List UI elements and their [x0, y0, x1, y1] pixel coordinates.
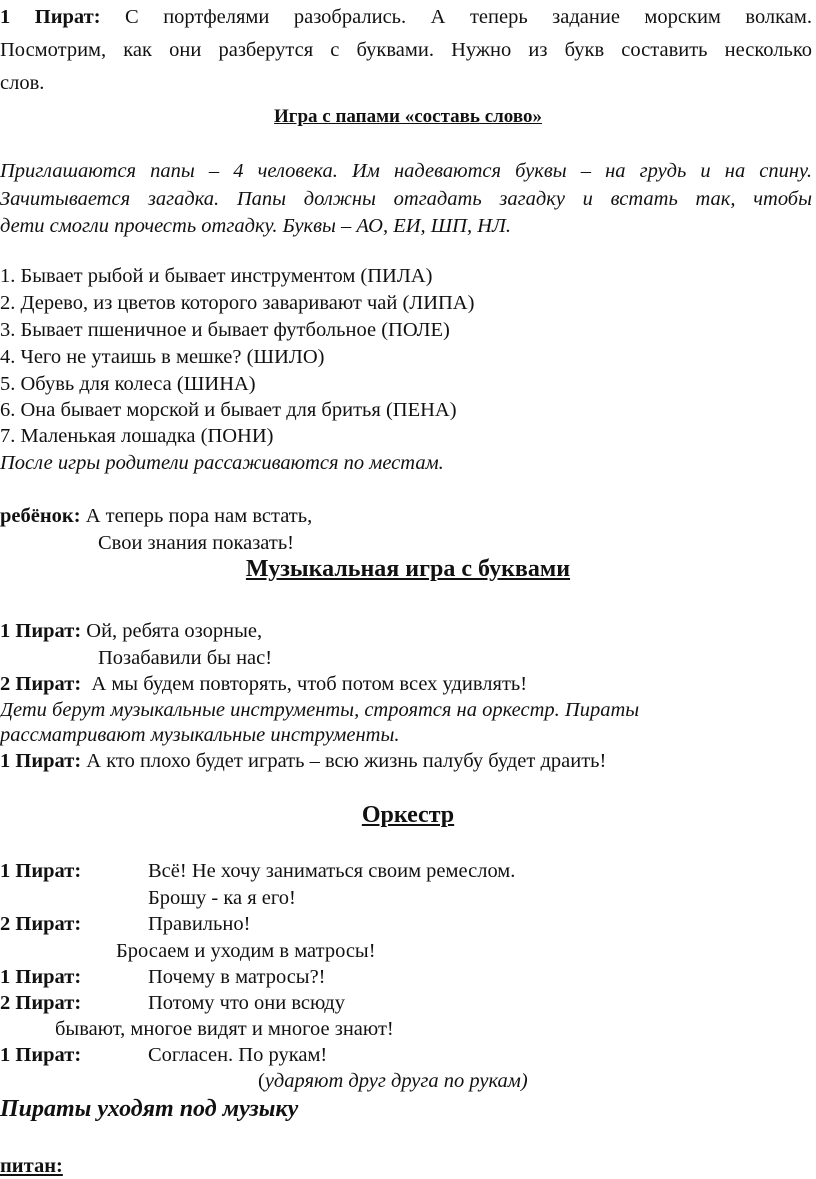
- game1-desc-2: Зачитывается загадка. Папы должны отгадать загадку и встать так, чтобы: [0, 188, 812, 210]
- speaker-label: 1 Пират:: [0, 750, 82, 772]
- child-line-1: [0, 503, 312, 529]
- game2-p1b-line: [0, 748, 606, 774]
- intro-line-2: Посмотрим, как они разберутся с буквами. Нужно из букв составить несколько: [0, 39, 812, 61]
- orch-exit: Пираты уходят под музыку: [0, 1096, 299, 1122]
- orchestra-title: Оркестр: [361, 802, 455, 828]
- orch-text-3: Правильно!: [148, 913, 251, 935]
- game2-stage-1: Дети берут музыкальные инструменты, строятся на оркестр. Пираты: [0, 699, 640, 721]
- orch-speaker-5: 1 Пират:: [0, 966, 82, 988]
- riddle-1: 1. Бывает рыбой и бывает инструментом (ПИЛА): [0, 265, 433, 287]
- stage-text: ударяют друг друга по рукам): [264, 1070, 528, 1092]
- orch-text-1: Всё! Не хочу заниматься своим ремеслом.: [148, 860, 516, 882]
- orch-text-8: Согласен. По рукам!: [148, 1044, 328, 1066]
- stage-paren: (: [258, 1070, 265, 1092]
- orch-text-5: Почему в матросы?!: [148, 966, 326, 988]
- riddle-2: 2. Дерево, из цветов которого заваривают чай (ЛИПА): [0, 292, 475, 314]
- orch-text-4: Бросаем и уходим в матросы!: [116, 940, 376, 962]
- orch-speaker-8: 1 Пират:: [0, 1044, 82, 1066]
- game1-desc-3: дети смогли прочесть отгадку. Буквы – АО, ЕИ, ШП, НЛ.: [0, 215, 512, 237]
- game1-after: После игры родители рассаживаются по местам.: [0, 452, 444, 474]
- orch-text-2: Брошу - ка я его!: [148, 887, 296, 909]
- orch-text-7: бывают, многое видят и многое знают!: [55, 1018, 394, 1040]
- speaker-label: 1 Пират:: [0, 620, 82, 642]
- game1-desc-1: Приглашаются папы – 4 человека. Им надеваются буквы – на грудь и на спину.: [0, 160, 812, 182]
- game2-p1b-text: А кто плохо будет играть – всю жизнь палубу будет драить!: [86, 750, 607, 772]
- speaker-label: 1 Пират:: [0, 6, 101, 28]
- orch-stage-direction: [258, 1068, 528, 1094]
- orch-speaker-1: 1 Пират:: [0, 860, 82, 882]
- riddle-7: 7. Маленькая лошадка (ПОНИ): [0, 425, 274, 447]
- speaker-label: 2 Пират:: [0, 673, 82, 695]
- riddle-5: 5. Обувь для колеса (ШИНА): [0, 373, 256, 395]
- game2-p1-line-1: [0, 618, 262, 644]
- game2-p2-line: [0, 671, 527, 697]
- child-text-1: А теперь пора нам встать,: [85, 505, 313, 527]
- orch-text-6: Потому что они всюду: [148, 992, 345, 1014]
- game1-title: Игра с папами «составь слово»: [274, 106, 542, 127]
- game2-title: Музыкальная игра с буквами: [245, 556, 571, 582]
- game2-p1-text-1: Ой, ребята озорные,: [86, 620, 263, 642]
- child-line-2: Свои знания показать!: [98, 532, 294, 554]
- orch-speaker-6: 2 Пират:: [0, 992, 82, 1014]
- speaker-label: ребёнок:: [0, 505, 81, 527]
- game2-p2-text: А мы будем повторять, чтоб потом всех удивлять!: [91, 673, 528, 695]
- footer-cut-label: питан:: [0, 1155, 63, 1177]
- intro-line-1: [0, 4, 812, 30]
- riddle-4: 4. Чего не утаишь в мешке? (ШИЛО): [0, 346, 325, 368]
- riddle-6: 6. Она бывает морской и бывает для бритья (ПЕНА): [0, 399, 457, 421]
- riddle-3: 3. Бывает пшеничное и бывает футбольное (ПОЛЕ): [0, 319, 450, 341]
- orch-speaker-3: 2 Пират:: [0, 913, 82, 935]
- game2-stage-2: рассматривают музыкальные инструменты.: [0, 724, 400, 746]
- intro-text: С портфелями разобрались. А теперь задание морским волкам.: [125, 6, 812, 28]
- game2-p1-line-2: Позабавили бы нас!: [98, 647, 273, 669]
- intro-line-3: слов.: [0, 72, 45, 94]
